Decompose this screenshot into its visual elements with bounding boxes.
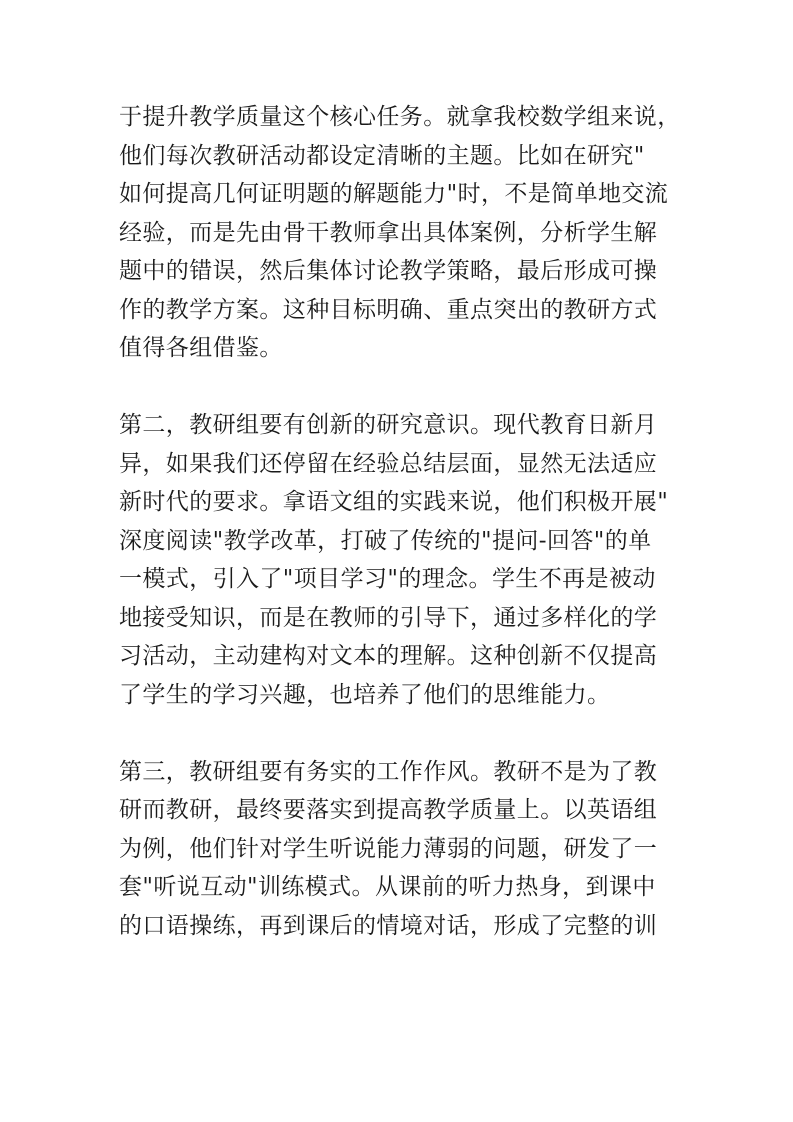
paragraph-2 (119, 406, 675, 714)
paragraph-1 (119, 98, 681, 368)
text-line: 习活动，主动建构对文本的理解。这种创新不仅提高 (119, 643, 658, 669)
text-line: 深度阅读"教学改革，打破了传统的"提问-回答"的单 (119, 527, 652, 554)
text-line: 为例，他们针对学生听说能力薄弱的问题，研发了一 (119, 835, 658, 862)
text-line: 第二，教研组要有创新的研究意识。现代教育日新月 (119, 412, 658, 438)
text-line: 一模式，引入了"项目学习"的理念。学生不再是被动 (119, 566, 656, 592)
text-line: 于提升教学质量这个核心任务。就拿我校数学组来说， (119, 104, 681, 130)
paragraph-spacer (119, 368, 675, 407)
text-line: 新时代的要求。拿语文组的实践来说，他们积极开展" (119, 489, 669, 515)
text-line: 第三，教研组要有务实的工作作风。教研不是为了教 (119, 758, 658, 785)
text-line: 值得各组借鉴。 (119, 335, 283, 361)
paragraph-spacer (119, 714, 675, 753)
text-line: 他们每次教研活动都设定清晰的主题。比如在研究" (119, 142, 645, 169)
text-line: 地接受知识，而是在教师的引导下，通过多样化的学 (119, 604, 658, 631)
text-line: 套"听说互动"训练模式。从课前的听力热身，到课中 (119, 874, 656, 900)
text-line: 题中的错误，然后集体讨论教学策略，最后形成可操 (119, 258, 658, 284)
text-line: 异，如果我们还停留在经验总结层面，显然无法适应 (119, 450, 658, 477)
document-body (119, 98, 681, 945)
text-line: 如何提高几何证明题的解题能力"时，不是简单地交流 (119, 181, 669, 207)
text-line: 了学生的学习兴趣，也培养了他们的思维能力。 (119, 681, 611, 708)
text-line: 作的教学方案。这种目标明确、重点突出的教研方式 (119, 296, 658, 323)
text-line: 经验，而是先由骨干教师拿出具体案例，分析学生解 (119, 219, 658, 246)
text-line: 的口语操练，再到课后的情境对话，形成了完整的训 (119, 912, 658, 939)
paragraph-3 (119, 753, 675, 946)
text-line: 研而教研，最终要落实到提高教学质量上。以英语组 (119, 797, 658, 823)
